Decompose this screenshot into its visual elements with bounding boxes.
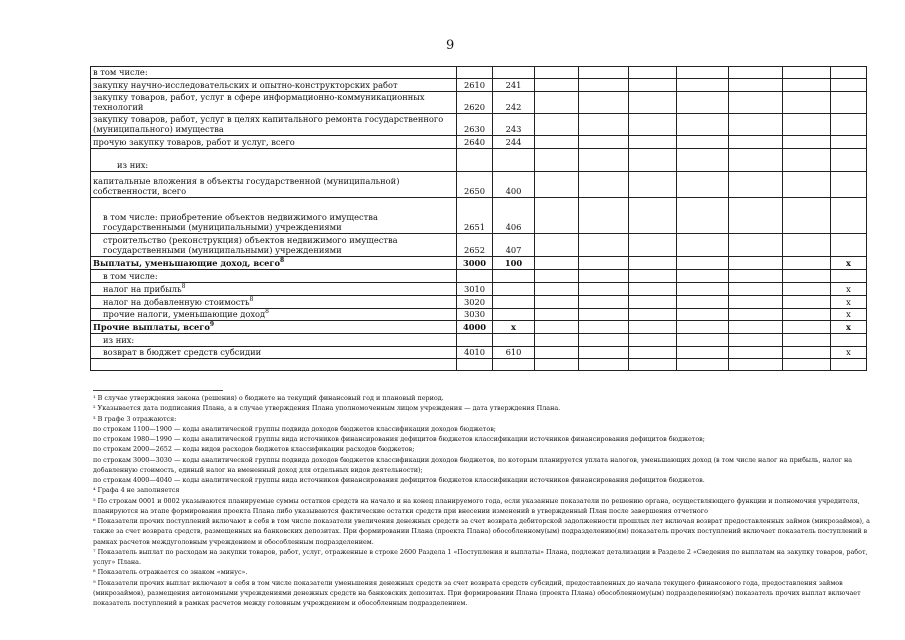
- amount-cell: [729, 233, 783, 256]
- amount-cell: [579, 67, 629, 79]
- row-classification-code: 400: [493, 171, 535, 197]
- amount-cell: [783, 91, 831, 113]
- row-last-column: [831, 171, 867, 197]
- row-name-cell: [91, 67, 457, 79]
- row-last-column: x: [831, 295, 867, 308]
- amount-cell: [535, 113, 579, 135]
- row-name-cell: [91, 358, 457, 370]
- row-last-column: [831, 269, 867, 282]
- row-classification-code: 100: [493, 256, 535, 269]
- amount-cell: [729, 333, 783, 346]
- row-name: в том числе:: [103, 271, 158, 282]
- row-code: 3010: [457, 282, 493, 295]
- row-classification-code: [493, 358, 535, 370]
- row-name: Выплаты, уменьшающие доход, всего: [93, 258, 281, 269]
- table-row: [91, 67, 867, 79]
- row-code: [457, 67, 493, 79]
- row-last-column: [831, 135, 867, 148]
- row-code: 3000: [457, 256, 493, 269]
- row-name-cell: [91, 113, 457, 135]
- amount-cell: [783, 148, 831, 171]
- row-name: закупку товаров, работ, услуг в сфере информационно-коммуникационных технологий: [93, 91, 425, 113]
- row-last-column: x: [831, 320, 867, 333]
- row-classification-code: 407: [493, 233, 535, 256]
- row-name: Прочие выплаты, всего: [93, 322, 210, 333]
- row-last-column: [831, 197, 867, 233]
- amount-cell: [629, 91, 677, 113]
- amount-cell: [629, 308, 677, 320]
- amount-cell: [677, 78, 729, 91]
- row-name-cell: [91, 346, 457, 358]
- amount-cell: [729, 113, 783, 135]
- amount-cell: [629, 320, 677, 333]
- footnote-item: ⁵ По строкам 0001 и 0002 указываются планируемые суммы остатков средств на начало и на конец планируемого года, если указанные показатели по решению органа, осуществляющего функции и полномочия учредителя, планируются на этапе формирования проекта Плана либо указываются фактические остатки средств при внесении изменений в утвержденный План после завершения отчетного: [93, 496, 860, 515]
- amount-cell: [535, 91, 579, 113]
- amount-cell: [535, 233, 579, 256]
- amount-cell: [629, 148, 677, 171]
- amount-cell: [729, 269, 783, 282]
- amount-cell: [783, 233, 831, 256]
- table-row: [91, 282, 867, 295]
- amount-cell: [729, 91, 783, 113]
- row-name-cell: [91, 308, 457, 320]
- amount-cell: [783, 135, 831, 148]
- row-name: закупку научно-исследовательских и опытно-конструкторских работ: [93, 80, 398, 90]
- amount-cell: [677, 269, 729, 282]
- amount-cell: [677, 91, 729, 113]
- table-row: [91, 295, 867, 308]
- amount-cell: [579, 91, 629, 113]
- row-last-column: x: [831, 282, 867, 295]
- table-row: [91, 78, 867, 91]
- row-name-cell: [91, 91, 457, 113]
- row-name: из них:: [117, 160, 149, 171]
- amount-cell: [535, 282, 579, 295]
- amount-cell: [729, 282, 783, 295]
- amount-cell: [783, 320, 831, 333]
- amount-cell: [579, 197, 629, 233]
- footnote-item: по строкам 1100—1900 — коды аналитической группы подвида доходов бюджетов классификации доходов бюджетов;: [93, 424, 496, 433]
- footnote-item: по строкам 3000—3030 — коды аналитической группы подвида доходов бюджетов классификации доходов бюджетов, по которым планируется уплата налогов, уменьшающих доход (в том числе налог на прибыль, налог на добавленную стоимость, единый налог на вмененный доход для отдельных видов деятельности);: [93, 455, 853, 474]
- amount-cell: [783, 269, 831, 282]
- amount-cell: [535, 269, 579, 282]
- amount-cell: [535, 197, 579, 233]
- amount-cell: [677, 346, 729, 358]
- amount-cell: [729, 78, 783, 91]
- amount-cell: [677, 148, 729, 171]
- footnote-ref: 9: [209, 321, 215, 329]
- row-last-column: x: [831, 346, 867, 358]
- amount-cell: [783, 171, 831, 197]
- row-name: из них:: [103, 335, 135, 346]
- row-code: 2610: [457, 78, 493, 91]
- table-row: [91, 320, 867, 333]
- amount-cell: [729, 171, 783, 197]
- amount-cell: [677, 171, 729, 197]
- table-row: [91, 256, 867, 269]
- amount-cell: [629, 269, 677, 282]
- amount-cell: [729, 320, 783, 333]
- row-last-column: [831, 67, 867, 79]
- row-code: [457, 333, 493, 346]
- amount-cell: [535, 295, 579, 308]
- row-last-column: [831, 358, 867, 370]
- amount-cell: [579, 135, 629, 148]
- amount-cell: [535, 256, 579, 269]
- amount-cell: [629, 171, 677, 197]
- amount-cell: [677, 233, 729, 256]
- row-code: 4000: [457, 320, 493, 333]
- row-code: 2650: [457, 171, 493, 197]
- footnotes: [93, 393, 871, 608]
- amount-cell: [729, 295, 783, 308]
- amount-cell: [677, 308, 729, 320]
- row-classification-code: [493, 282, 535, 295]
- amount-cell: [579, 148, 629, 171]
- row-name-cell: [91, 282, 457, 295]
- amount-cell: [677, 295, 729, 308]
- amount-cell: [783, 346, 831, 358]
- row-classification-code: [493, 148, 535, 171]
- amount-cell: [629, 197, 677, 233]
- footnote-item: ⁴ Графа 4 не заполняется: [93, 486, 180, 495]
- row-name-cell: [91, 171, 457, 197]
- row-classification-code: [493, 67, 535, 79]
- row-classification-code: [493, 269, 535, 282]
- row-code: [457, 358, 493, 370]
- amount-cell: [535, 358, 579, 370]
- page-number: 9: [446, 38, 455, 53]
- row-classification-code: [493, 333, 535, 346]
- amount-cell: [535, 320, 579, 333]
- row-name-cell: [91, 320, 457, 333]
- row-name: возврат в бюджет средств субсидии: [103, 347, 262, 358]
- plan-table: [90, 66, 867, 371]
- row-code: 4010: [457, 346, 493, 358]
- amount-cell: [783, 308, 831, 320]
- footnote-item: ³ В графе 3 отражаются:: [93, 414, 177, 423]
- amount-cell: [729, 148, 783, 171]
- row-name: налог на прибыль: [103, 284, 182, 295]
- row-code: [457, 269, 493, 282]
- row-last-column: [831, 91, 867, 113]
- amount-cell: [629, 256, 677, 269]
- amount-cell: [729, 358, 783, 370]
- amount-cell: [729, 256, 783, 269]
- row-name-cell: [91, 233, 457, 256]
- amount-cell: [729, 135, 783, 148]
- amount-cell: [783, 67, 831, 79]
- table-row: [91, 91, 867, 113]
- row-last-column: [831, 233, 867, 256]
- row-last-column: x: [831, 256, 867, 269]
- row-classification-code: 406: [493, 197, 535, 233]
- amount-cell: [579, 346, 629, 358]
- amount-cell: [579, 320, 629, 333]
- footnote-item: по строкам 2000—2652 — коды видов расходов бюджетов классификации расходов бюджетов;: [93, 445, 415, 454]
- row-classification-code: x: [493, 320, 535, 333]
- table-row: [91, 135, 867, 148]
- row-code: 3020: [457, 295, 493, 308]
- amount-cell: [629, 346, 677, 358]
- amount-cell: [783, 256, 831, 269]
- amount-cell: [783, 333, 831, 346]
- footnote-separator: [93, 390, 223, 391]
- row-classification-code: 242: [493, 91, 535, 113]
- amount-cell: [579, 269, 629, 282]
- row-name: налог на добавленную стоимость: [103, 297, 250, 308]
- amount-cell: [783, 197, 831, 233]
- footnote-item: ² Указывается дата подписания Плана, а в случае утверждения Плана уполномоченным лицом учреждения — дата утверждения Плана.: [93, 404, 561, 413]
- table-row: [91, 269, 867, 282]
- row-name: прочую закупку товаров, работ и услуг, всего: [93, 137, 295, 148]
- row-name: в том числе:: [93, 67, 148, 77]
- row-last-column: [831, 333, 867, 346]
- amount-cell: [535, 67, 579, 79]
- footnote-ref: 8: [280, 257, 285, 265]
- row-name-cell: [91, 135, 457, 148]
- table-row: [91, 358, 867, 370]
- amount-cell: [579, 333, 629, 346]
- amount-cell: [677, 67, 729, 79]
- amount-cell: [629, 282, 677, 295]
- amount-cell: [729, 197, 783, 233]
- amount-cell: [783, 113, 831, 135]
- row-code: [457, 148, 493, 171]
- row-classification-code: [493, 308, 535, 320]
- amount-cell: [535, 346, 579, 358]
- row-name: капитальные вложения в объекты государственной (муниципальной) собственности, всего: [93, 175, 400, 197]
- table-row: [91, 346, 867, 358]
- row-last-column: x: [831, 308, 867, 320]
- amount-cell: [535, 333, 579, 346]
- footnote-item: по строкам 1980—1990 — коды аналитической группы вида источников финансирования дефицитов бюджетов классификации источников финансирования дефицитов бюджетов;: [93, 435, 705, 443]
- amount-cell: [579, 308, 629, 320]
- amount-cell: [629, 295, 677, 308]
- amount-cell: [677, 282, 729, 295]
- footnote-item: ⁶ Показатели прочих поступлений включают в себя в том числе показатели увеличения денежных средств за счет возврата дебиторской задолженности прошлых лет включая возврат предоставленных займов (микрозаймов), а также за счет возврата средств, размещенных на банковских депозитах. При формировании Плана (проекта Плана) обособленному(ым) подразделению(ям) показатель прочих поступлений включает показатель поступлений в рамках расчетов междуголовным учреждением и обособленным подразделением.: [93, 517, 870, 546]
- row-classification-code: 241: [493, 78, 535, 91]
- amount-cell: [629, 333, 677, 346]
- amount-cell: [729, 346, 783, 358]
- row-classification-code: 244: [493, 135, 535, 148]
- amount-cell: [783, 282, 831, 295]
- amount-cell: [535, 148, 579, 171]
- row-classification-code: 243: [493, 113, 535, 135]
- table-row: [91, 171, 867, 197]
- amount-cell: [579, 233, 629, 256]
- amount-cell: [579, 295, 629, 308]
- amount-cell: [579, 78, 629, 91]
- amount-cell: [783, 358, 831, 370]
- amount-cell: [677, 135, 729, 148]
- footnote-ref: 8: [249, 296, 254, 304]
- amount-cell: [579, 256, 629, 269]
- row-classification-code: [493, 295, 535, 308]
- row-name-cell: [91, 295, 457, 308]
- amount-cell: [535, 171, 579, 197]
- footnote-item: ¹ В случае утверждения закона (решения) о бюджете на текущий финансовый год и плановый период.: [93, 394, 444, 402]
- amount-cell: [783, 78, 831, 91]
- row-code: 2651: [457, 197, 493, 233]
- footnote-item: ⁹ Показатели прочих выплат включают в себя в том числе показатели уменьшения денежных средств за счет возврата средств субсидий, предоставленных до начала текущего финансового года, предоставления займов (микрозаймов), размещения автономными учреждениями денежных средств на банковских депозитах. При формировании Плана (проекта Плана) обособленному(ым) подразделению(ям) показатель прочих выплат включает показатель поступлений в рамках расчетов между головным учреждением и обособленным подразделением.: [93, 578, 861, 607]
- footnote-item: ⁷ Показатель выплат по расходам на закупки товаров, работ, услуг, отраженные в строке 2600 Раздела 1 «Поступления и выплаты» Плана, подлежат детализации в Разделе 2 «Сведения по выплатам на закупку товаров, работ, услуг» Плана.: [93, 547, 868, 566]
- row-last-column: [831, 148, 867, 171]
- amount-cell: [677, 333, 729, 346]
- amount-cell: [677, 320, 729, 333]
- row-name-cell: [91, 197, 457, 233]
- footnote-ref: 8: [265, 308, 269, 316]
- amount-cell: [629, 358, 677, 370]
- table-row: [91, 113, 867, 135]
- amount-cell: [677, 113, 729, 135]
- amount-cell: [629, 67, 677, 79]
- amount-cell: [579, 358, 629, 370]
- amount-cell: [783, 295, 831, 308]
- table-row: [91, 333, 867, 346]
- table-row: [91, 197, 867, 233]
- footnote-item: по строкам 4000—4040 — коды аналитической группы вида источников финансирования дефицитов бюджетов классификации источников финансирования дефицитов бюджетов.: [93, 476, 705, 484]
- table-row: [91, 233, 867, 256]
- row-name: прочие налоги, уменьшающие доход: [103, 309, 266, 320]
- amount-cell: [535, 135, 579, 148]
- row-last-column: [831, 78, 867, 91]
- amount-cell: [629, 113, 677, 135]
- row-name: закупку товаров, работ, услуг в целях капитального ремонта государственного (муниципального) имущества: [93, 113, 444, 135]
- footnote-ref: 8: [181, 283, 186, 291]
- amount-cell: [629, 135, 677, 148]
- row-name-cell: [91, 78, 457, 91]
- row-last-column: [831, 113, 867, 135]
- amount-cell: [729, 308, 783, 320]
- row-name: в том числе: приобретение объектов недвижимого имущества государственными (муниципальными) учреждениями: [103, 211, 378, 233]
- table-row: [91, 308, 867, 320]
- amount-cell: [579, 171, 629, 197]
- amount-cell: [729, 67, 783, 79]
- row-name-cell: [91, 269, 457, 282]
- row-code: 3030: [457, 308, 493, 320]
- amount-cell: [535, 308, 579, 320]
- amount-cell: [677, 197, 729, 233]
- row-name-cell: [91, 256, 457, 269]
- row-classification-code: 610: [493, 346, 535, 358]
- row-code: 2630: [457, 113, 493, 135]
- amount-cell: [677, 358, 729, 370]
- footnote-item: ⁸ Показатель отражается со знаком «минус».: [93, 568, 248, 577]
- row-code: 2640: [457, 135, 493, 148]
- amount-cell: [677, 256, 729, 269]
- row-name-cell: [91, 333, 457, 346]
- row-name-cell: [91, 148, 457, 171]
- amount-cell: [629, 233, 677, 256]
- row-code: 2652: [457, 233, 493, 256]
- row-name: строительство (реконструкция) объектов недвижимого имущества государственными (муниципальными) учреждениями: [103, 234, 398, 256]
- amount-cell: [535, 78, 579, 91]
- amount-cell: [579, 113, 629, 135]
- amount-cell: [629, 78, 677, 91]
- amount-cell: [579, 282, 629, 295]
- table-row: [91, 148, 867, 171]
- row-code: 2620: [457, 91, 493, 113]
